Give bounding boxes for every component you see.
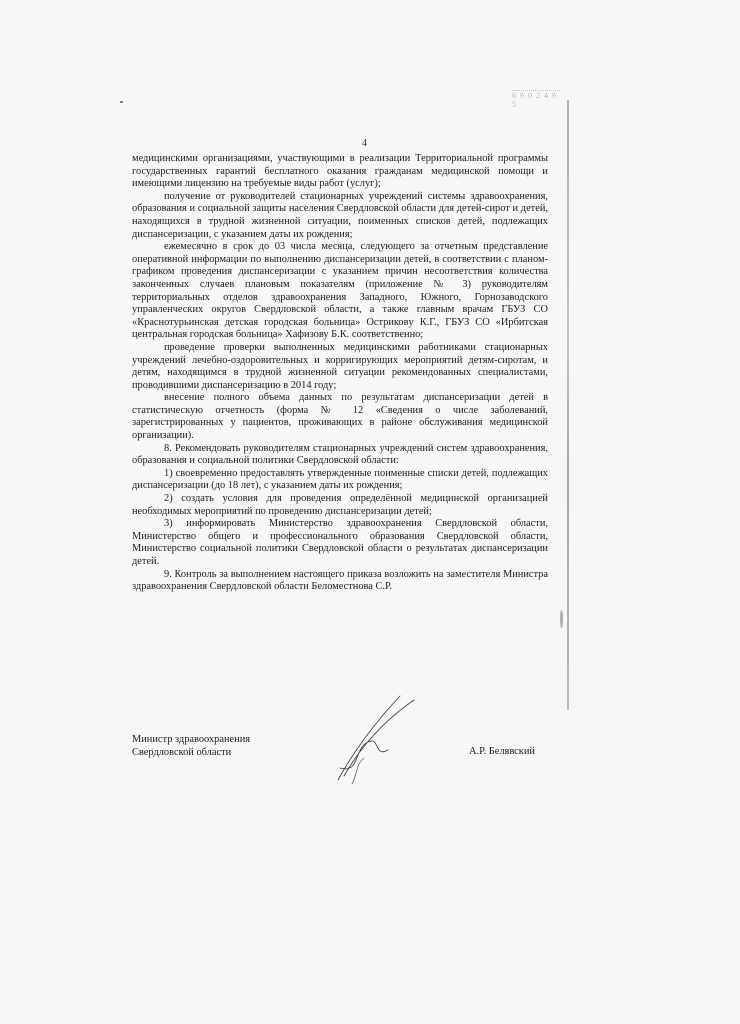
paragraph: 2) создать условия для проведения определённой медицинской организацией необходимых мероприятий по проведению диспансеризации детей; <box>132 493 548 517</box>
scan-speck <box>560 610 563 628</box>
paragraph: проведение проверки выполненных медицинскими работниками стационарных учреждений лечебно-оздоровительных и корригирующих мероприятий детям-сиротам, и детям, находящимся в трудной жизненной ситуации рекомендованных специалистами, проводившими диспансеризацию в 2014 году; <box>132 341 548 391</box>
paragraph: получение от руководителей стационарных учреждений системы здравоохранения, образования и социальной защиты населения Свердловской области для детей-сирот и детей, находящихся в трудной жизненной ситуации, поименных списков детей, подлежащих диспансеризации, с указанием даты их рождения; <box>132 190 548 240</box>
paragraph: 3) информировать Министерство здравоохранения Свердловской области, Министерство общего и профессионального образования Свердловской области, Министерство социальной политики Свердловской области о результатах диспансеризации детей. <box>132 518 548 567</box>
scan-speck <box>120 101 123 103</box>
scan-edge-line <box>567 100 569 710</box>
handwritten-signature <box>330 688 420 788</box>
signature-title-line: Свердловской области <box>132 747 232 758</box>
paragraph: ежемесячно в срок до 03 числа месяца, следующего за отчетным представление оперативной информации по выполнению диспансеризации детей, в соответствии с планом-графиком проведения диспансеризации с указанием причин несоответствия количества законченных случаев плановым показателям (приложение № 3) руководителям территориальных отделов здравоохранения Западного, Южного, Горнозаводского управленческих округов Свердловской области, а также главным врачам ГБУЗ СО «Краснотурьинская детская городская больница» Остриковy К.Г., ГБУЗ СО «Ирбитская центральная городская больница» Хафизову Б.К. соответственно; <box>132 241 548 341</box>
document-body <box>132 153 548 594</box>
paragraph: 8. Рекомендовать руководителям стационарных учреждений систем здравоохранения, образования и социальной политики Свердловской области: <box>132 442 548 467</box>
paragraph: внесение полного объема данных по результатам диспансеризации детей в статистическую отчетность (форма № 12 «Сведения о числе заболеваний, зарегистрированных у пациентов, проживающих в районе обслуживания медицинской организации). <box>132 392 548 442</box>
paragraph: 1) своевременно предоставлять утвержденные поименные списки детей, подлежащих диспансеризации (до 18 лет), с указанием даты их рождения; <box>132 467 548 492</box>
paragraph: медицинскими организациями, участвующими в реализации Территориальной программы государственных гарантий бесплатного оказания гражданам медицинской помощи и имеющими лицензию на требуемые виды работ (услуг); <box>132 153 548 190</box>
scan-stamp: 6 9 0 2 4 9 5 <box>512 90 560 105</box>
signature-title-line: Министр здравоохранения <box>132 734 251 745</box>
page-number: 4 <box>362 138 367 149</box>
signatory-name: А.Р. Белявский <box>469 746 535 757</box>
paragraph: 9. Контроль за выполнением настоящего приказа возложить на заместителя Министра здравоохранения Свердловской области Беломестнова С.Р. <box>132 568 548 593</box>
